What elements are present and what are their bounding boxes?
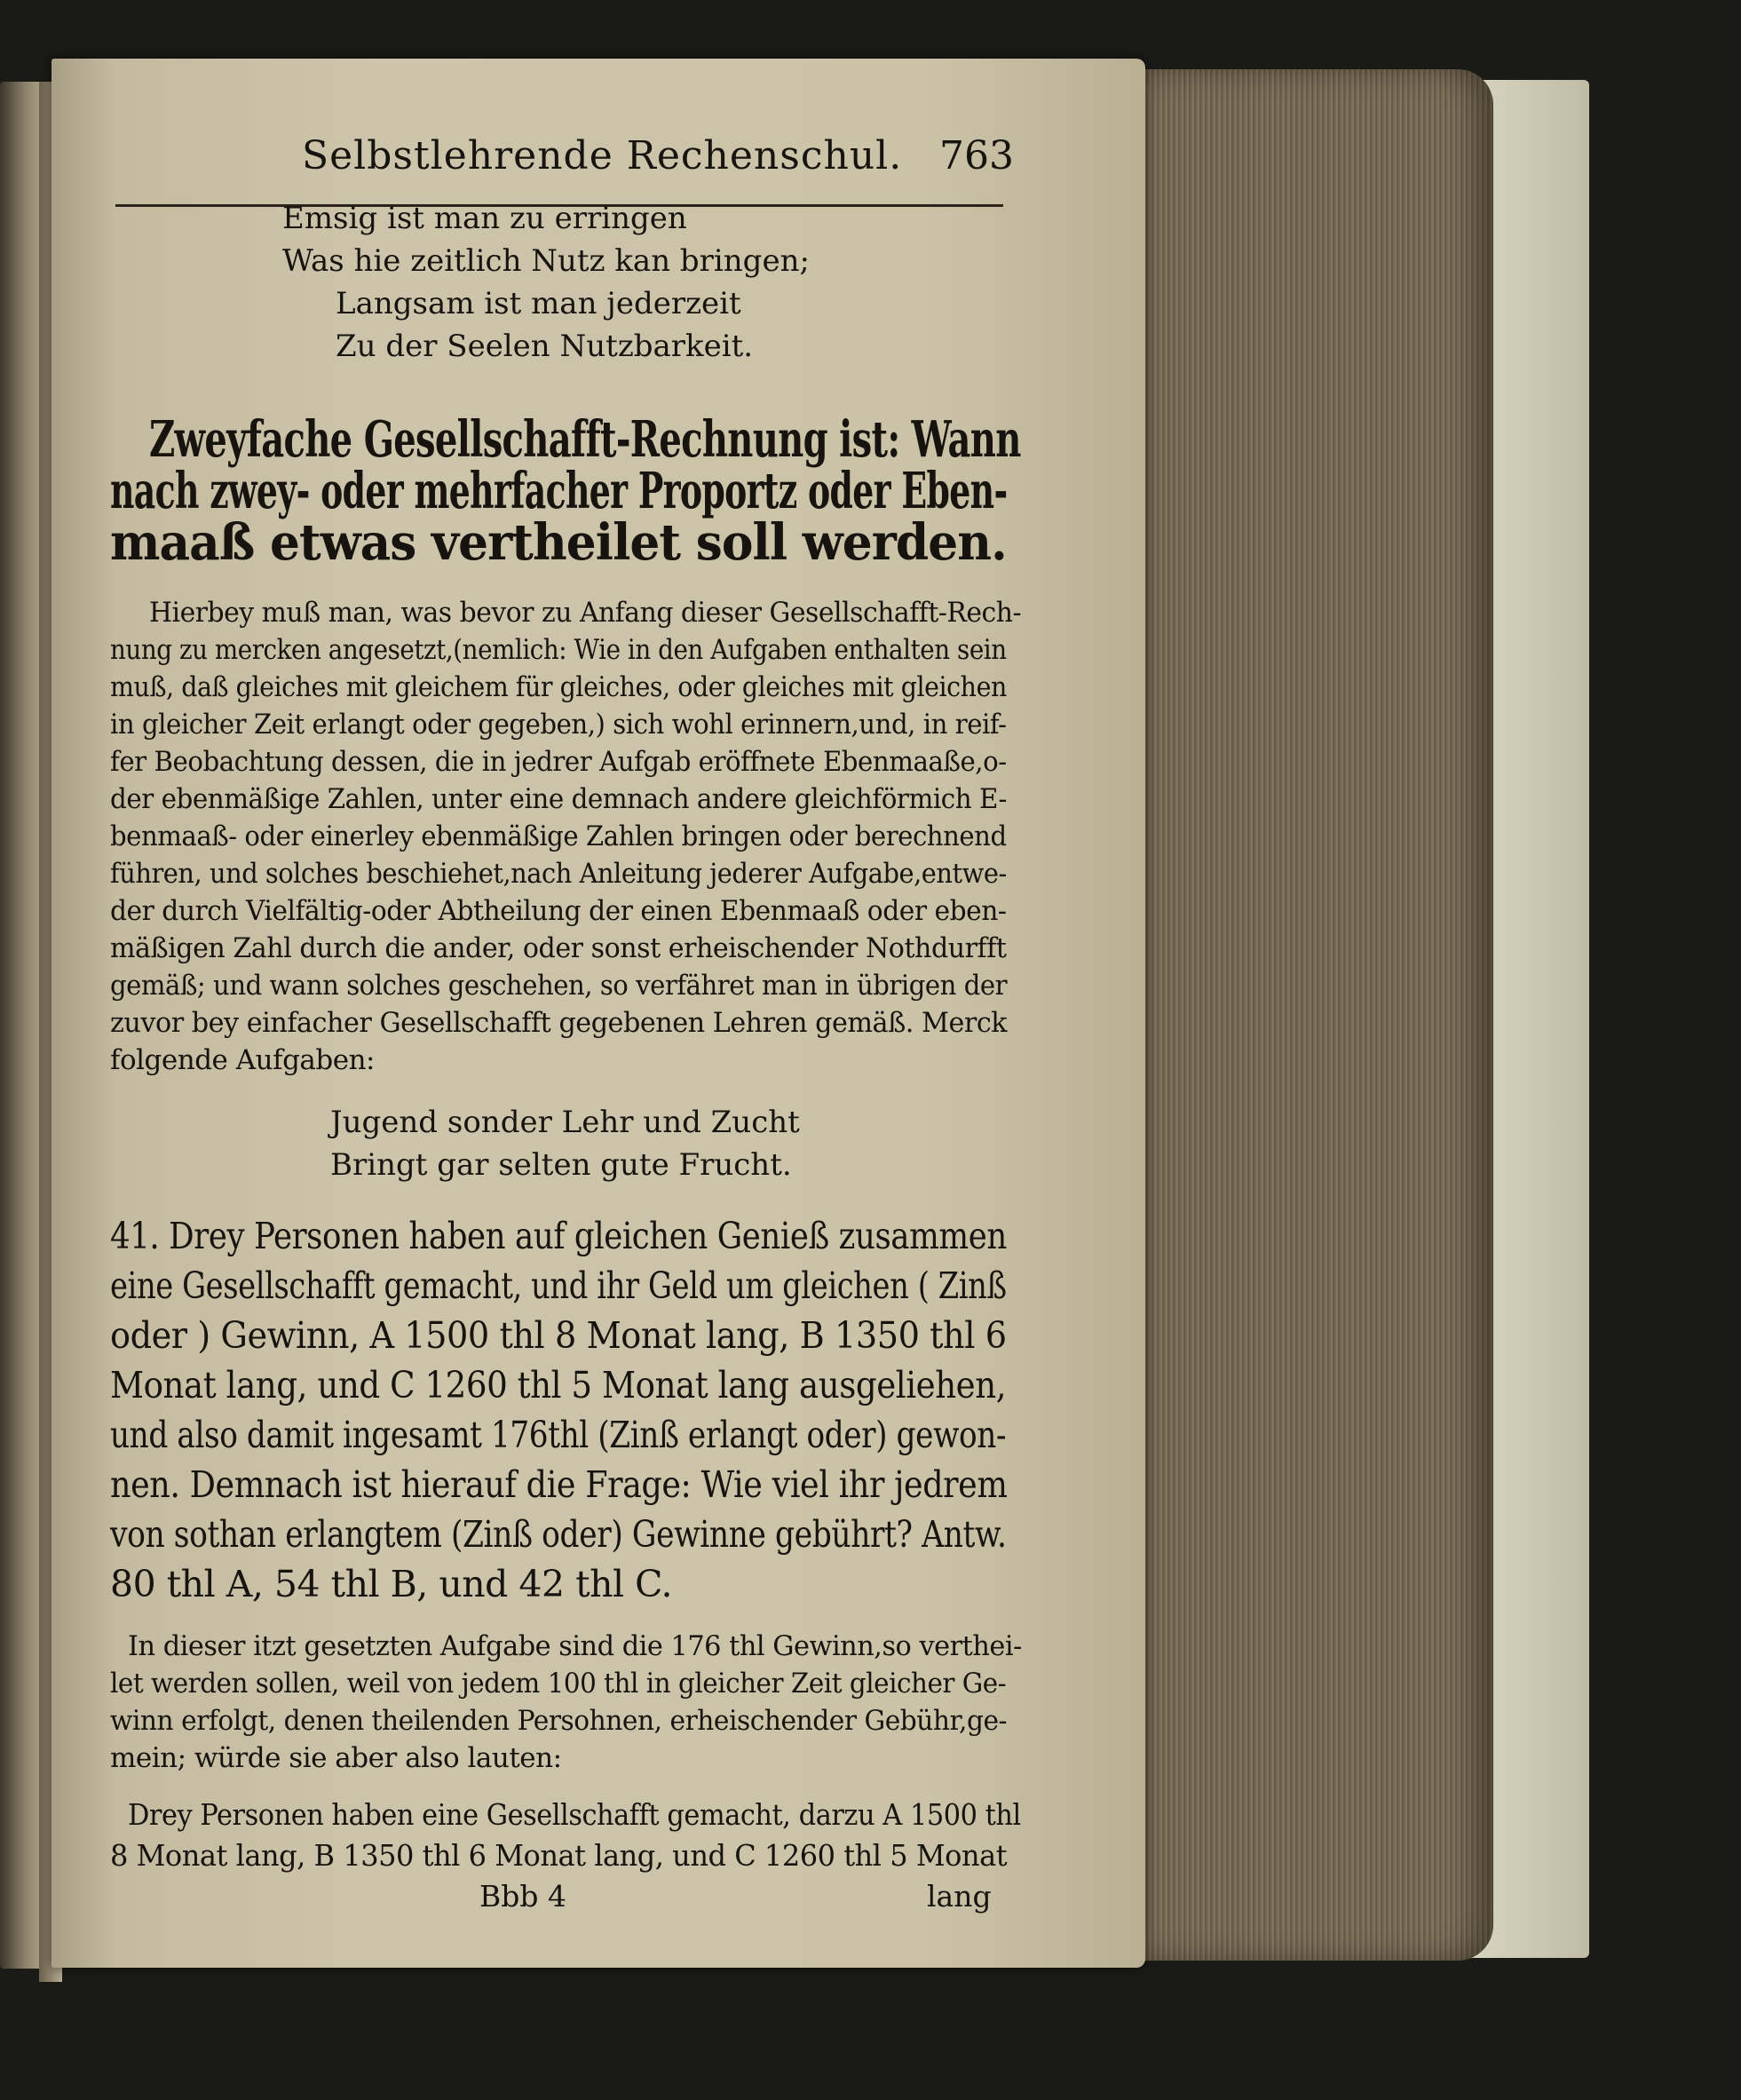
problem-line: oder ) Gewinn, A 1500 thl 8 Monat lang, B 1350 thl 6 [110, 1314, 1007, 1357]
paragraph-line: folgende Aufgaben: [110, 1044, 376, 1076]
verse2-line: Bringt gar selten gute Frucht. [330, 1147, 792, 1183]
problem-line: Monat lang, und C 1260 thl 5 Monat lang ausgeliehen, [110, 1364, 1007, 1407]
paragraph-line: let werden sollen, weil von jedem 100 thl in gleicher Zeit gleicher Ge- [110, 1668, 1007, 1700]
paragraph-line: 8 Monat lang, B 1350 thl 6 Monat lang, und C 1260 thl 5 Monat [110, 1838, 1008, 1873]
problem-line: eine Gesellschafft gemacht, und ihr Geld um gleichen ( Zinß [110, 1264, 1007, 1307]
problem-line: und also damit ingesamt 176thl (Zinß erlangt oder) gewon- [110, 1414, 1007, 1456]
paragraph-line: zuvor bey einfacher Gesellschafft gegebenen Lehren gemäß. Merck [110, 1007, 1008, 1039]
verse1-line: Zu der Seelen Nutzbarkeit. [336, 329, 754, 364]
paragraph-line: in gleicher Zeit erlangt oder gegeben,) sich wohl erinnern,und, in reif- [110, 709, 1007, 741]
verse1-line: Emsig ist man zu erringen [282, 201, 687, 236]
signature-mark: Bbb 4 [479, 1879, 566, 1914]
running-title: Selbstlehrende Rechenschul. [302, 133, 903, 178]
problem-line: nen. Demnach ist hierauf die Frage: Wie viel ihr jedrem [110, 1463, 1008, 1506]
paragraph-line: benmaaß- oder einerley ebenmäßige Zahlen bringen oder berechnend [110, 820, 1007, 852]
section-heading-line: Zweyfache Gesellschafft-Rechnung ist: Wann [149, 410, 1021, 469]
catchword: lang [927, 1879, 992, 1914]
paragraph-line: der ebenmäßige Zahlen, unter eine demnach andere gleichförmich E- [110, 783, 1007, 815]
paragraph-line: In dieser itzt gesetzten Aufgabe sind die 176 thl Gewinn,so verthei- [128, 1630, 1022, 1662]
paragraph-line: winn erfolgt, denen theilenden Persohnen, erheischender Gebühr,ge- [110, 1705, 1008, 1737]
paragraph-line: mäßigen Zahl durch die ander, oder sonst erheischender Nothdurfft [110, 932, 1007, 964]
problem-line: 41. Drey Personen haben auf gleichen Genieß zusammen [110, 1215, 1007, 1257]
section-heading-line: nach zwey- oder mehrfacher Proportz oder Eben- [110, 462, 1008, 520]
verse1-line: Langsam ist man jederzeit [336, 286, 741, 321]
paragraph-line: nung zu mercken angesetzt,(nemlich: Wie in den Aufgaben enthalten sein [110, 634, 1007, 666]
page-block-fore-edge [1138, 69, 1493, 1961]
paragraph-line: Drey Personen haben eine Gesellschafft gemacht, darzu A 1500 thl [128, 1797, 1021, 1832]
page-number: 763 [939, 133, 1014, 178]
paragraph-line: mein; würde sie aber also lauten: [110, 1742, 562, 1774]
paragraph-line: führen, und solches beschiehet,nach Anleitung jederer Aufgabe,entwe- [110, 858, 1007, 890]
paragraph-line: gemäß; und wann solches geschehen, so verfähret man in übrigen der [110, 970, 1008, 1002]
problem-line: von sothan erlangtem (Zinß oder) Gewinne gebührt? Antw. [110, 1513, 1007, 1556]
paragraph-line: muß, daß gleiches mit gleichem für gleiches, oder gleiches mit gleichen [110, 671, 1007, 703]
paragraph-line: Hierbey muß man, was bevor zu Anfang dieser Gesellschafft-Rech- [149, 597, 1022, 629]
section-heading-line: maaß etwas vertheilet soll werden. [110, 513, 1007, 572]
verse2-line: Jugend sonder Lehr und Zucht [330, 1105, 800, 1140]
verse1-line: Was hie zeitlich Nutz kan bringen; [282, 243, 810, 279]
problem-line: 80 thl A, 54 thl B, und 42 thl C. [110, 1563, 673, 1605]
paragraph-line: der durch Vielfältig-oder Abtheilung der einen Ebenmaaß oder eben- [110, 895, 1007, 927]
paragraph-line: fer Beobachtung dessen, die in jedrer Aufgab eröffnete Ebenmaaße,o- [110, 746, 1007, 778]
